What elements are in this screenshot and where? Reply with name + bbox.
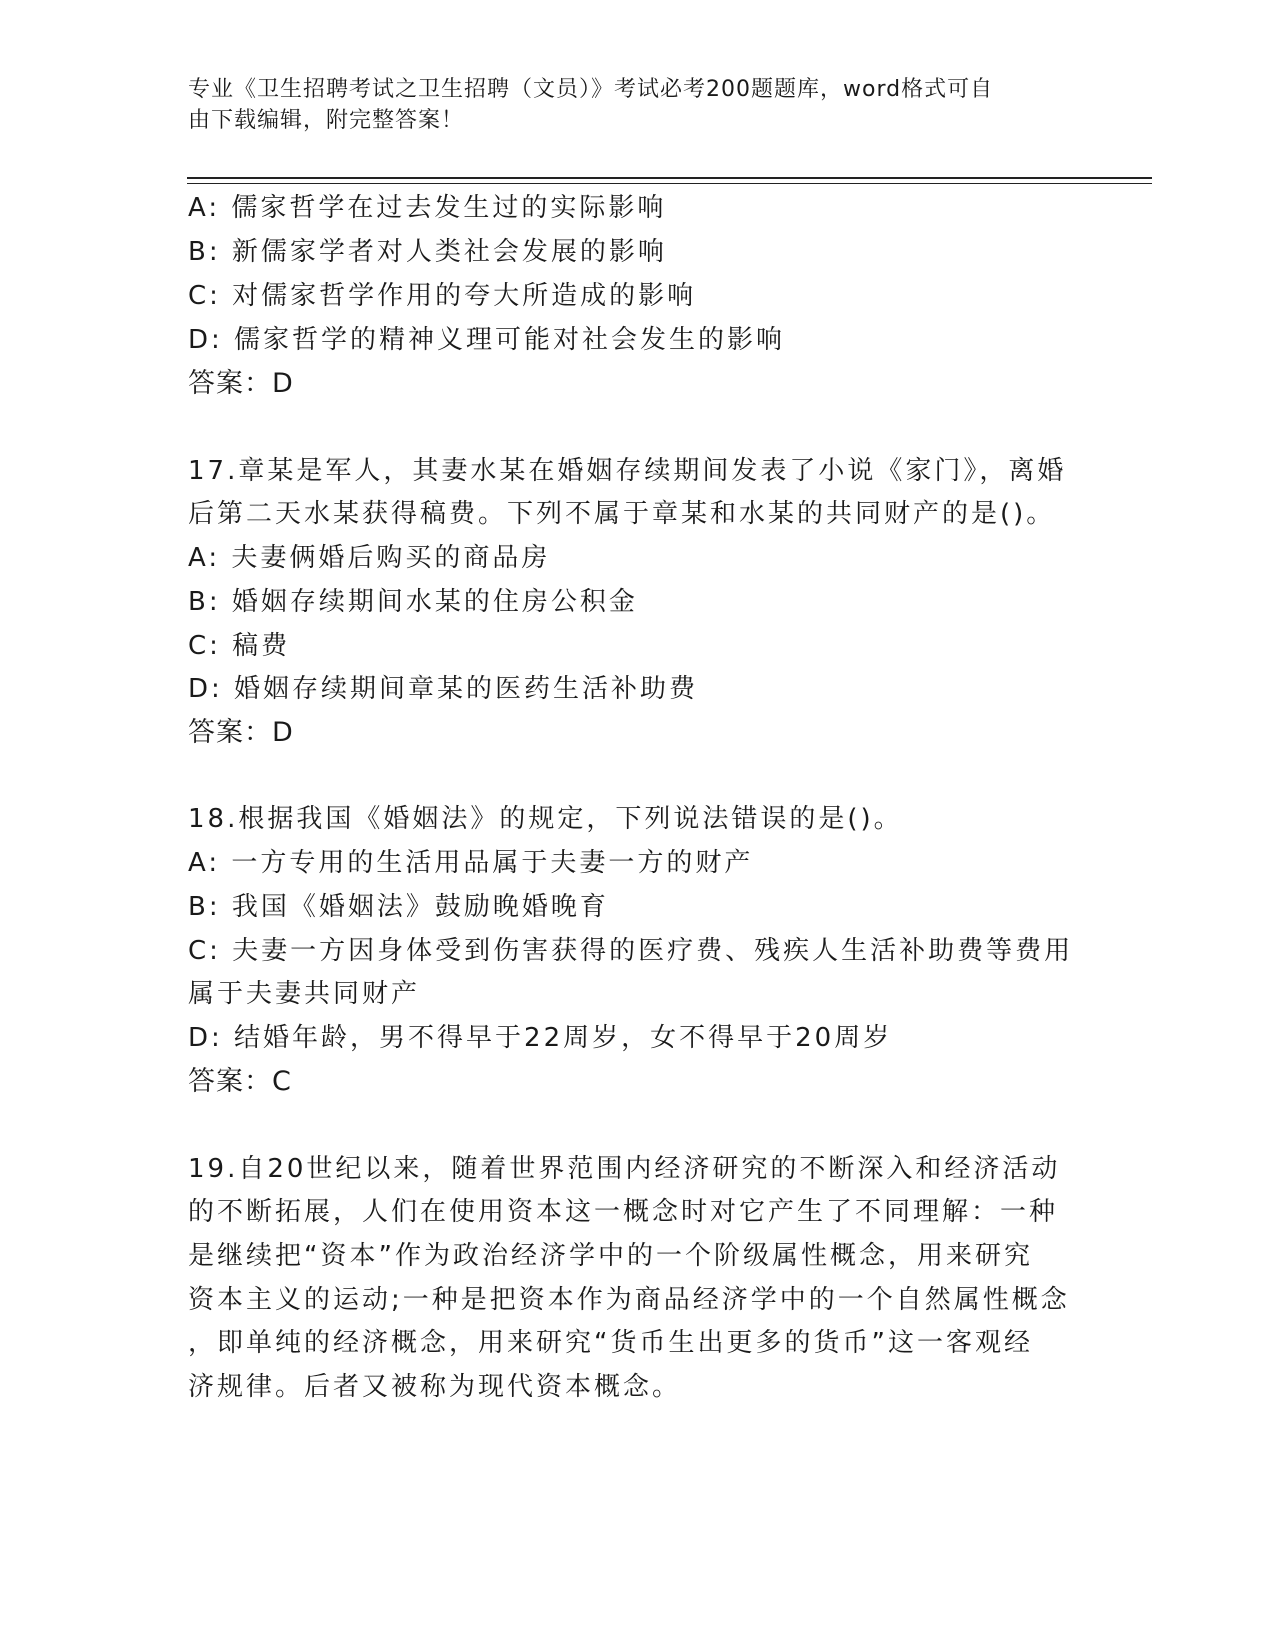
q18-option-c-line-1: C: 夫妻一方因身体受到伤害获得的医疗费、残疾人生活补助费等费用 [188,936,1074,966]
header-rule-thick [187,177,1152,179]
q18-option-a: A: 一方专用的生活用品属于夫妻一方的财产 [188,848,754,878]
document-header [188,74,1068,136]
q16-option-c: C: 对儒家哲学作用的夸大所造成的影响 [188,281,697,311]
q18-answer: 答案：C [188,1066,292,1097]
q19-stem-line-2: 的不断拓展，人们在使用资本这一概念时对它产生了不同理解：一种 [188,1197,1059,1227]
q17-option-b: B: 婚姻存续期间水某的住房公积金 [188,587,638,617]
header-line-1: 专业《卫生招聘考试之卫生招聘（文员）》考试必考200题题库，word格式可自 [188,77,994,102]
q18-option-c-line-2: 属于夫妻共同财产 [188,979,421,1009]
q18-option-d: D: 结婚年龄，男不得早于22周岁，女不得早于20周岁 [188,1023,893,1053]
q19-stem-line-4: 资本主义的运动;一种是把资本作为商品经济学中的一个自然属性概念 [188,1285,1070,1315]
q17-option-c: C: 稿费 [188,631,291,661]
header-line-2: 由下载编辑，附完整答案！ [188,108,465,133]
q16-option-b: B: 新儒家学者对人类社会发展的影响 [188,237,667,267]
q19-stem-line-1: 19.自20世纪以来，随着世界范围内经济研究的不断深入和经济活动 [188,1154,1061,1184]
q16-option-a: A: 儒家哲学在过去发生过的实际影响 [188,193,667,223]
q18-stem-line-1: 18.根据我国《婚姻法》的规定，下列说法错误的是()。 [188,804,903,834]
q16-answer: 答案：D [188,368,294,399]
q19-stem-line-3: 是继续把“资本”作为政治经济学中的一个阶级属性概念，用来研究 [188,1241,1033,1271]
q17-stem-line-2: 后第二天水某获得稿费。下列不属于章某和水某的共同财产的是()。 [188,499,1056,529]
q16-option-d: D: 儒家哲学的精神义理可能对社会发生的影响 [188,325,786,355]
q17-stem-line-1: 17.章某是军人，其妻水某在婚姻存续期间发表了小说《家门》，离婚 [188,456,1067,486]
q19-stem-line-6: 济规律。后者又被称为现代资本概念。 [188,1372,682,1402]
header-rule-thin [187,183,1152,184]
q17-option-a: A: 夫妻俩婚后购买的商品房 [188,543,551,573]
q17-option-d: D: 婚姻存续期间章某的医药生活补助费 [188,674,699,704]
q17-answer: 答案：D [188,717,294,748]
q19-stem-line-5: ，即单纯的经济概念，用来研究“货币生出更多的货币”这一客观经 [188,1328,1033,1358]
q18-option-b: B: 我国《婚姻法》鼓励晚婚晚育 [188,892,609,922]
